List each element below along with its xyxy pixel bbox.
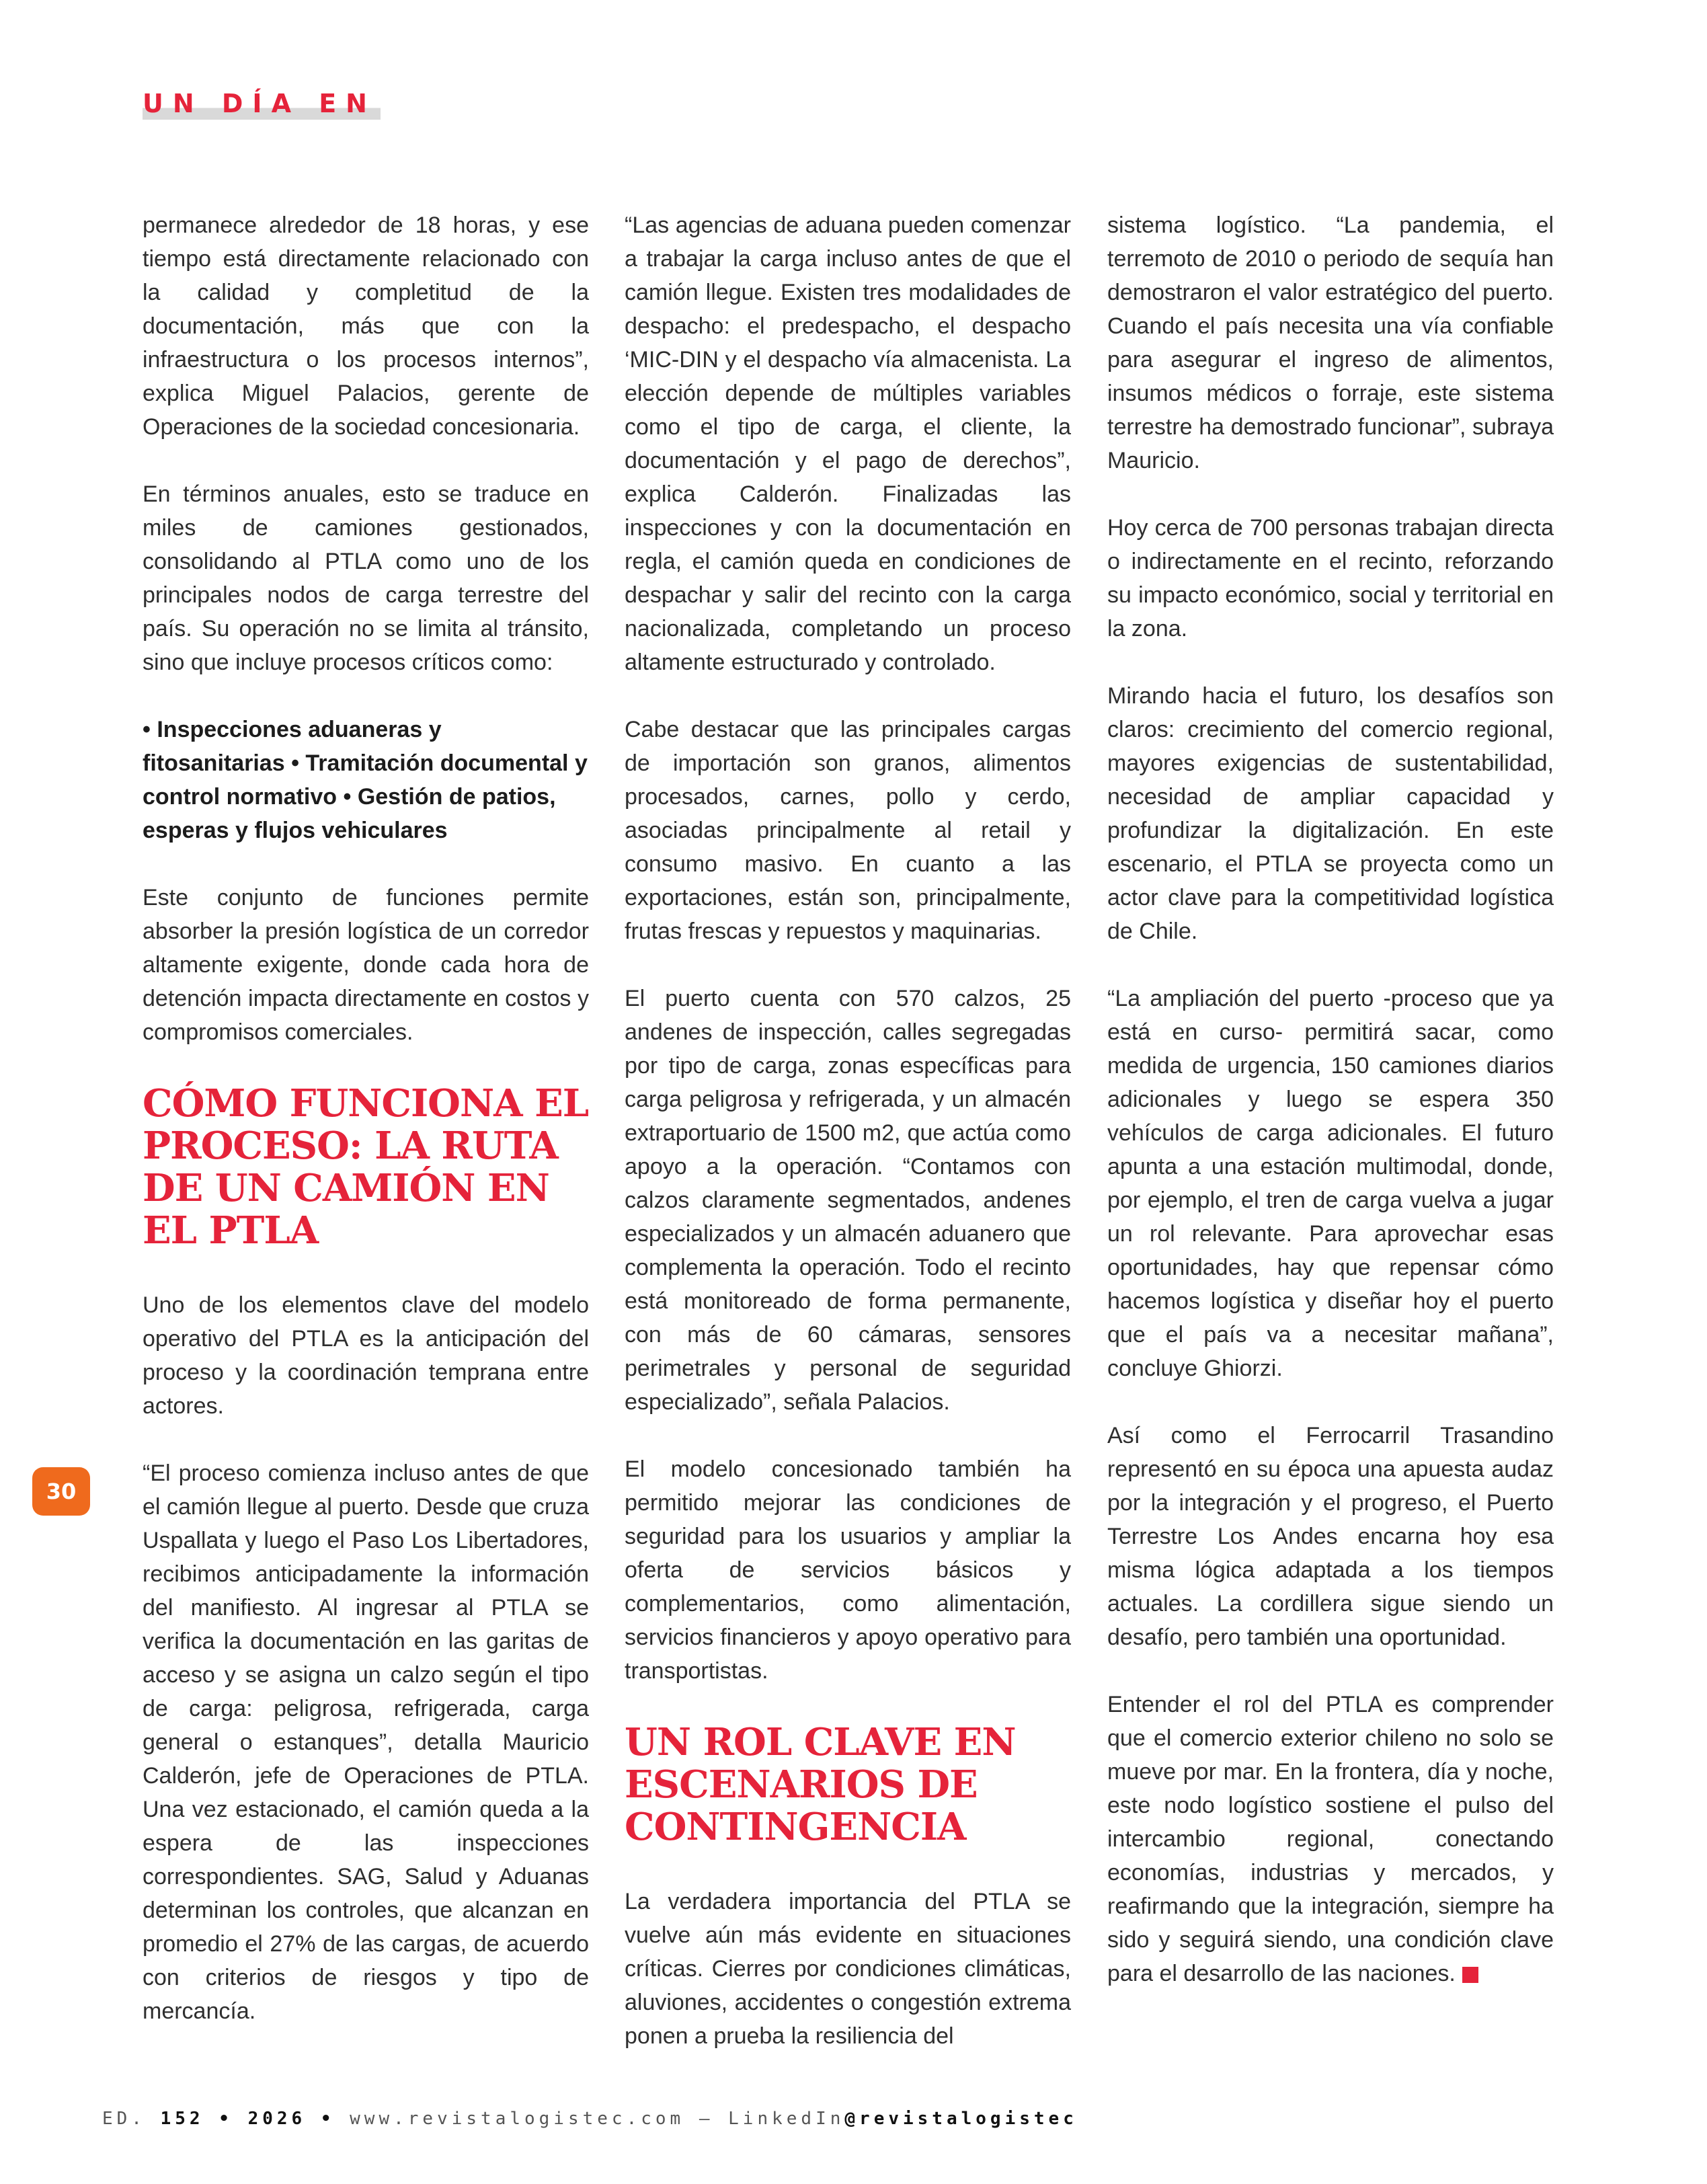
edition-number: 152 [160, 2109, 204, 2129]
paragraph: Hoy cerca de 700 personas trabajan directa o indirectamente en el recinto, reforzando su impacto económico, social y territorial en la zona. [1107, 515, 1554, 641]
bullet-list: • Inspecciones aduaneras y fitosanitarias • Tramitación documental y control normativo • Gestión de patios, esperas y flujos vehiculares [143, 717, 588, 843]
paragraph-text: Entender el rol del PTLA es comprender que el comercio exterior chileno no solo se mueve por mar. En la frontera, día y noche, este nodo logístico sostiene el pulso del intercambio regional, conectando economías, industrias y mercados, y reafirmando que la integración, siempre ha sido y seguirá siendo, una condición clave para el desarrollo de las naciones. [1107, 1692, 1554, 1986]
section-heading: CÓMO FUNCIONA EL PROCESO: LA RUTA DE UN CAMIÓN EN EL PTLA [143, 1081, 589, 1253]
paragraph: “La ampliación del puerto -proceso que ya está en curso- permitirá sacar, como medida de urgencia, 150 camiones diarios adicionales y luego se espera 350 vehículos de carga adicionales. El futuro apunta a una estación multimodal, donde, por ejemplo, el tren de carga vuelva a jugar un rol relevante. Para aprovechar esas oportunidades, hay que repensar cómo hacemos logística y diseñar hoy el puerto que el país va a necesitar mañana”, concluye Ghiorzi. [1107, 986, 1554, 1381]
paragraph: Este conjunto de funciones permite absorber la presión logística de un corredor altamente exigente, donde cada hora de detención impacta directamente en costos y compromisos comerciales. [143, 885, 589, 1045]
separator: • [320, 2109, 335, 2129]
website-link[interactable]: www.revistalogistec.com [350, 2109, 685, 2129]
separator: • [219, 2109, 233, 2129]
edition-label: ED. [102, 2109, 146, 2129]
section-heading: UN ROL CLAVE EN ESCENARIOS DE CONTINGENCIA [625, 1720, 1016, 1849]
linkedin-handle-link[interactable]: @revistalogistec [844, 2109, 1078, 2129]
paragraph: Así como el Ferrocarril Trasandino representó en su época una apuesta audaz por la integración y el progreso, el Puerto Terrestre Los Andes encarna hoy esa misma lógica adaptada a los tiempos actuales. La cordillera sigue siendo un desafío, pero también una oportunidad. [1107, 1423, 1554, 1650]
paragraph: sistema logístico. “La pandemia, el terremoto de 2010 o periodo de sequía han demostraron el valor estratégico del puerto. Cuando el país necesita una vía confiable para asegurar el ingreso de alimentos, insumos médicos o forraje, este sistema terrestre ha demostrado funcionar”, subraya Mauricio. [1107, 212, 1554, 473]
end-of-article-icon [1462, 1967, 1478, 1983]
footer [102, 2109, 1078, 2129]
separator: – [699, 2109, 714, 2129]
paragraph: “Las agencias de aduana pueden comenzar a trabajar la carga incluso antes de que el camión llegue. Existen tres modalidades de despacho: el predespacho, el despacho ‘MIC-DIN y el despacho vía almacenista. La elección depende de múltiples variables como el tipo de carga, el cliente, la documentación y el pago de derechos”, explica Calderón. Finalizadas las inspecciones y con la documentación en regla, el camión queda en condiciones de despachar y salir del recinto con la carga nacionalizada, completando un proceso altamente estructurado y controlado. [625, 212, 1071, 675]
page-number-badge: 30 [32, 1467, 90, 1516]
article-column-1 [143, 208, 589, 2062]
edition-year: 2026 [247, 2109, 307, 2129]
article-column-2 [625, 208, 1071, 2086]
paragraph: permanece alrededor de 18 horas, y ese tiempo está directamente relacionado con la calidad y completitud de la documentación, más que con la infraestructura o los procesos internos”, explica Miguel Palacios, gerente de Operaciones de la sociedad concesionaria. [143, 212, 589, 440]
linkedin-label: LinkedIn [728, 2109, 845, 2129]
paragraph: El puerto cuenta con 570 calzos, 25 andenes de inspección, calles segregadas por tipo de carga, zonas específicas para carga peligrosa y refrigerada, y un almacén extraportuario de 1500 m2, que actúa como apoyo a la operación. “Contamos con calzos claramente segmentados, andenes especializados y un almacén aduanero que complementa la operación. Todo el recinto está monitoreado de forma permanente, con más de 60 cámaras, sensores perimetrales y personal de seguridad especializado”, señala Palacios. [625, 986, 1071, 1415]
paragraph: La verdadera importancia del PTLA se vuelve aún más evidente en situaciones críticas. Cierres por condiciones climáticas, aluviones, accidentes o congestión extrema ponen a prueba la resiliencia del [625, 1889, 1071, 2049]
paragraph: En términos anuales, esto se traduce en miles de camiones gestionados, consolidando al PTLA como uno de los principales nodos de carga terrestre del país. Su operación no se limita al tránsito, sino que incluye procesos críticos como: [143, 481, 589, 675]
paragraph: El modelo concesionado también ha permitido mejorar las condiciones de seguridad para los usuarios y ampliar la oferta de servicios básicos y complementarios, como alimentación, servicios financieros y apoyo operativo para transportistas. [625, 1456, 1071, 1684]
paragraph: “El proceso comienza incluso antes de que el camión llegue al puerto. Desde que cruza Uspallata y luego el Paso Los Libertadores, recibimos anticipadamente la información del manifiesto. Al ingresar al PTLA se verifica la documentación en las garitas de acceso y se asigna un calzo según el tipo de carga: peligrosa, refrigerada, carga general o estanques”, detalla Mauricio Calderón, jefe de Operaciones de PTLA. Una vez estacionado, el camión queda a la espera de las inspecciones correspondientes. SAG, Salud y Aduanas determinan los controles, que alcanzan en promedio el 27% de las cargas, de acuerdo con criterios de riesgos y tipo de mercancía. [143, 1460, 589, 2024]
article-column-3 [1107, 208, 1554, 2024]
paragraph: Mirando hacia el futuro, los desafíos son claros: crecimiento del comercio regional, mayores exigencias de sustentabilidad, necesidad de ampliar capacidad y profundizar la digitalización. En este escenario, el PTLA se proyecta como un actor clave para la competitividad logística de Chile. [1107, 683, 1554, 944]
section-label: UN DÍA EN [143, 89, 381, 120]
paragraph: Uno de los elementos clave del modelo operativo del PTLA es la anticipación del proceso y la coordinación temprana entre actores. [143, 1292, 589, 1419]
paragraph: Cabe destacar que las principales cargas de importación son granos, alimentos procesados, carnes, pollo y cerdo, asociadas principalmente al retail y consumo masivo. En cuanto a las exportaciones, están son, principalmente, frutas frescas y repuestos y maquinarias. [625, 717, 1071, 944]
closing-paragraph [1107, 1688, 1554, 1990]
